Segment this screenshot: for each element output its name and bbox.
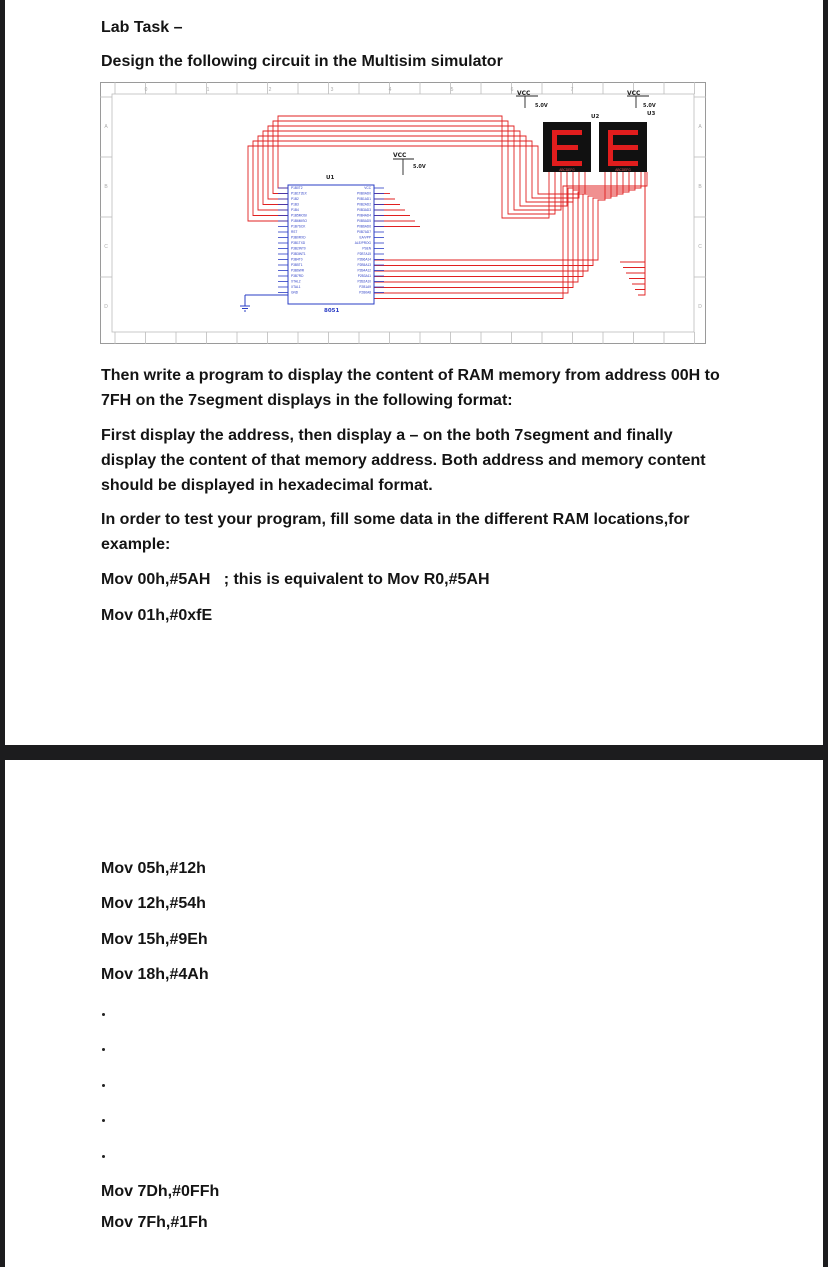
u1-label: U1 (326, 175, 335, 181)
u1-left-pin-label: XTAL1 (291, 285, 301, 290)
code-line: Mov 15h,#9Eh (101, 931, 208, 948)
col-label: 5 (450, 87, 454, 93)
u1-left-pin-label: P1B1T2EX (291, 191, 307, 196)
row-label: C (698, 244, 702, 250)
design-instruction: Design the following circuit in the Multisim simulator (101, 53, 503, 70)
circuit-schematic (100, 82, 706, 344)
u1-left-pin-label: P3B2INT0 (291, 246, 306, 251)
u2-digit-value: E (566, 120, 568, 121)
u1-right-pin-label: P2B0A8 (359, 290, 371, 295)
u2-label: U2 (591, 114, 600, 120)
document-page-2 (5, 760, 823, 1267)
document-page-1 (5, 0, 823, 745)
u1-left-pin-label: GND (291, 290, 299, 295)
u1-right-pin-label: P2B2A10 (357, 279, 371, 284)
row-label: A (104, 124, 108, 130)
u1-right-pin-label: PSEN (362, 246, 371, 251)
u1-left-pin-label: P1B2 (291, 197, 299, 202)
display-1-vcc-value: 5.0V (535, 103, 548, 109)
u1-left-pin-label: P1B5MOSI (291, 213, 307, 218)
display-2-vcc-label: VCC (627, 90, 641, 97)
row-label: B (104, 184, 108, 190)
u1-left-pin-label: P1B4 (291, 208, 299, 213)
u1-right-pin-label: P2B4A12 (357, 268, 371, 273)
u1-right-pin-label: P2B6A14 (357, 257, 371, 262)
ellipsis-dot (102, 1013, 105, 1016)
code-line: Mov 18h,#4Ah (101, 966, 209, 983)
u1-right-pin-label: ALE/PROG (354, 241, 371, 246)
code-line: Mov 7Dh,#0FFh (101, 1183, 220, 1200)
col-label: 3 (330, 87, 334, 93)
row-label: D (698, 304, 702, 310)
u1-left-pin-label: P1B3 (291, 202, 299, 207)
col-label: 7 (570, 87, 574, 93)
u1-left-pin-label: P3B7RD (291, 274, 304, 279)
u1-right-pin-label: P0B1AD1 (357, 197, 371, 202)
lab-task-heading: Lab Task – (101, 19, 183, 36)
u1-left-pin-label: RST (291, 230, 298, 235)
u1-right-pin-label: P0B4AD4 (357, 213, 371, 218)
u1-left-pin-label: P3B3INT1 (291, 252, 306, 257)
seven-segment-display-u2 (543, 119, 591, 172)
display-2-vcc-value: 5.0V (643, 103, 656, 109)
row-label: C (104, 244, 108, 250)
u1-left-pin-label: P1B6MISO (291, 219, 307, 224)
code-line: Mov 7Fh,#1Fh (101, 1214, 208, 1231)
u1-left-pin-label: P3B4T0 (291, 257, 303, 262)
code-line: Mov 05h,#12h (101, 860, 206, 877)
col-label: 2 (268, 87, 272, 93)
u1-right-pin-label: P0B5AD5 (357, 219, 371, 224)
u1-left-pin-label: P1B0T2 (291, 186, 303, 191)
u1-right-pin-label: P0B7AD7 (357, 230, 371, 235)
code-line-example-2: Mov 01h,#0xfE (101, 607, 213, 624)
row-label: D (104, 304, 108, 310)
u1-left-pin-label: P1B7SCK (291, 224, 306, 229)
col-label: 1 (206, 87, 210, 93)
u1-left-pin-label: P3B0RXD (291, 235, 306, 240)
code-line: Mov 12h,#54h (101, 895, 206, 912)
seven-segment-display-u3 (599, 119, 647, 172)
u1-part-label: 8051 (324, 308, 340, 314)
u1-left-pin-label: XTAL2 (291, 279, 301, 284)
u1-right-pin-label: P2B7A15 (357, 252, 371, 257)
ellipsis-dot (102, 1119, 105, 1122)
ellipsis-dot (102, 1155, 105, 1158)
u3-digit-value: c (622, 120, 624, 121)
u3-segment-pins: ABCDEFG (615, 168, 631, 172)
u1-right-pin-label: P2B1A9 (359, 285, 371, 290)
u1-right-pin-label: P2B5A13 (357, 263, 371, 268)
instruction-paragraph-3: In order to test your program, fill some data in the different RAM locations,for example: (101, 511, 690, 553)
instruction-paragraph-1: Then write a program to display the content of RAM memory from address 00H to 7FH on the 7segment displays in the following format: (101, 367, 720, 409)
u1-right-pin-label: P0B3AD3 (357, 208, 371, 213)
u1-right-pin-label: VCC (364, 186, 371, 191)
ellipsis-dot (102, 1084, 105, 1087)
row-label: B (698, 184, 702, 190)
u1-left-pin-label: P3B6WR (291, 268, 305, 273)
ellipsis-dot (102, 1048, 105, 1051)
u1-right-pin-label: EA/VPP (359, 235, 371, 240)
display-1-vcc-label: VCC (517, 90, 531, 97)
col-label: 0 (144, 87, 148, 93)
col-label: 4 (388, 87, 392, 93)
schematic-frame (101, 83, 706, 344)
vcc-label: VCC (393, 152, 407, 159)
u3-label: U3 (647, 111, 656, 117)
u1-right-pin-label: P2B3A11 (357, 274, 371, 279)
u1-right-pin-label: P0B0AD0 (357, 191, 371, 196)
instruction-paragraph-2: First display the address, then display a – on the both 7segment and finally display the content of that memory address. Both address and memory content should be displayed in hexadecimal format. (101, 427, 706, 494)
u1-right-pin-label: P0B2AD2 (357, 202, 371, 207)
u1-left-pin-label: P3B5T1 (291, 263, 303, 268)
vcc-value: 5.0V (413, 164, 426, 170)
u1-right-pin-label: P0B6AD6 (357, 224, 371, 229)
u1-left-pin-label: P3B1TXD (291, 241, 306, 246)
col-label: 6 (510, 87, 514, 93)
row-label: A (698, 124, 702, 130)
code-line-example-1: Mov 00h,#5AH ; this is equivalent to Mov R0,#5AH (101, 571, 490, 588)
u2-segment-pins: ABCDEFG (559, 168, 575, 172)
